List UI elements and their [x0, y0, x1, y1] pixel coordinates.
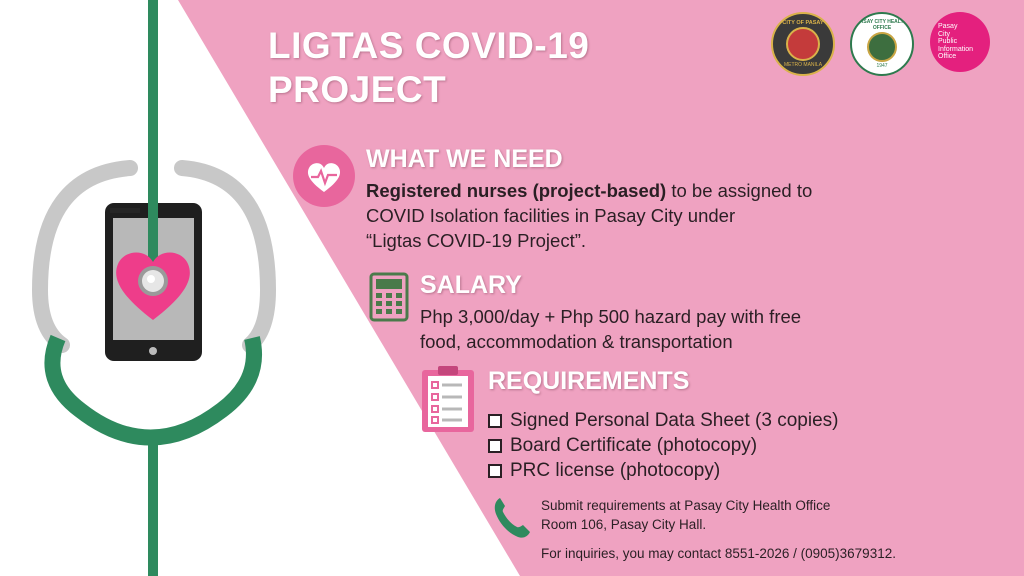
what-we-need-text: Registered nurses (project-based) to be assigned to COVID Isolation facilities in Pasay City under “Ligtas COVID-19 Project”. — [366, 180, 813, 251]
calculator-icon — [369, 272, 409, 322]
title-line-2: PROJECT — [268, 69, 447, 110]
checkbox-icon — [488, 439, 502, 453]
clipboard-checklist-icon — [420, 364, 476, 434]
pasay-city-seal-logo: CITY OF PASAY METRO MANILA — [771, 12, 835, 76]
list-item: Board Certificate (photocopy) — [488, 433, 838, 458]
heartbeat-icon — [293, 145, 355, 207]
salary-heading: SALARY — [420, 271, 522, 299]
seal-emblem-icon — [786, 27, 820, 61]
list-item: PRC license (photocopy) — [488, 458, 838, 483]
salary-text: Php 3,000/day + Php 500 hazard pay with free food, accommodation & transportation — [420, 306, 802, 352]
contact-info: Submit requirements at Pasay City Health Office Room 106, Pasay City Hall. For inquiries, you may contact 8551-2026 / (0905)3679312. — [541, 498, 896, 561]
what-we-need-heading: WHAT WE NEED — [366, 145, 563, 173]
phone-home-button — [149, 347, 157, 355]
requirements-list — [488, 408, 838, 483]
checkbox-icon — [488, 414, 502, 428]
list-item: Signed Personal Data Sheet (3 copies) — [488, 408, 838, 433]
phone-handset-icon — [492, 496, 532, 540]
public-information-office-logo: Pasay City Public Information Office — [930, 12, 990, 72]
health-emblem-icon — [867, 32, 897, 62]
health-office-logo: PASAY CITY HEALTH OFFICE 1947 — [850, 12, 914, 76]
requirements-heading: REQUIREMENTS — [488, 367, 690, 395]
title-line-1: LIGTAS COVID-19 — [268, 25, 590, 66]
checkbox-icon — [488, 464, 502, 478]
page-title — [268, 24, 589, 112]
